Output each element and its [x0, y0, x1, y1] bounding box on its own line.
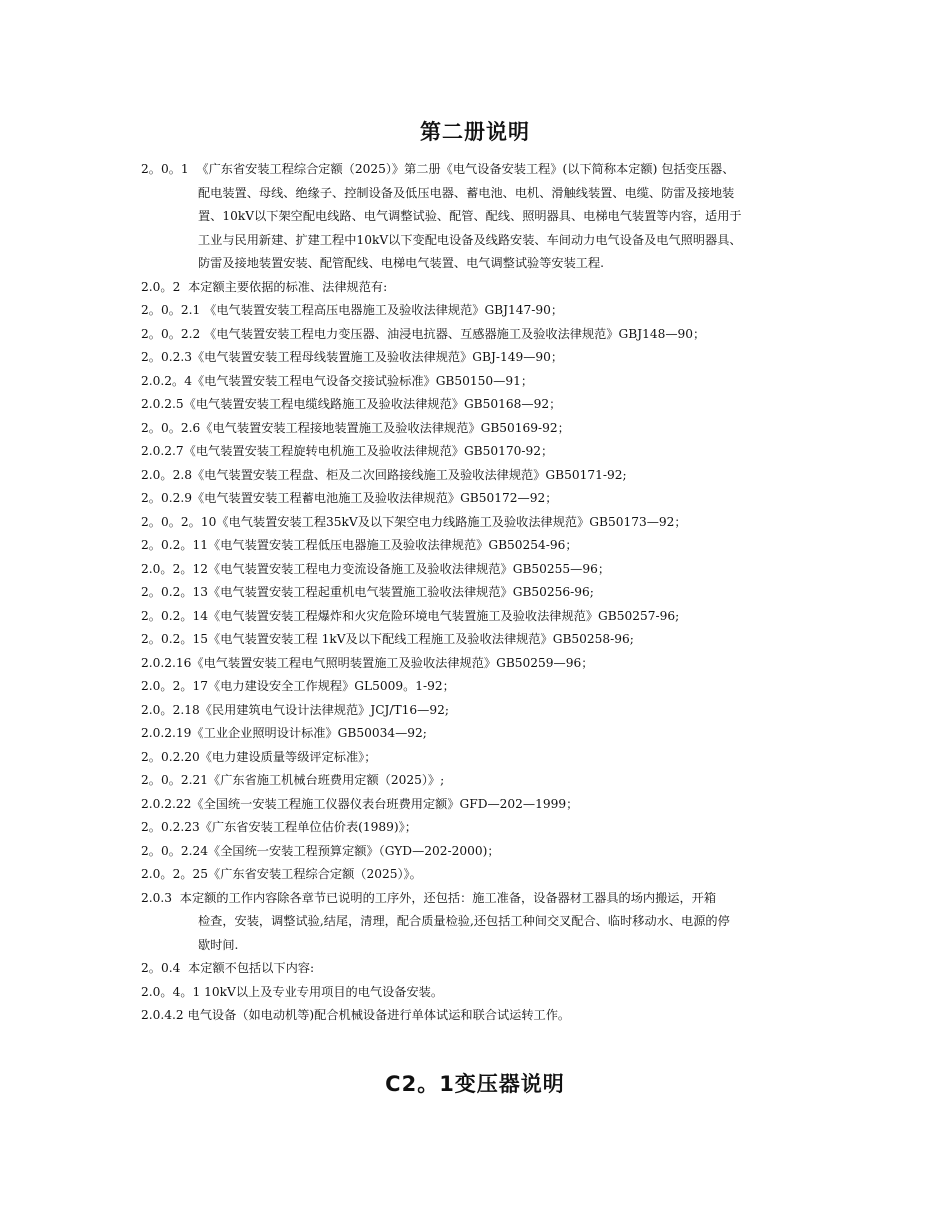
text-line: [141, 323, 831, 347]
clause-text: 2。0.2。13《电气装置安装工程起重机电气装置施工验收法律规范》GB50256-96;: [141, 585, 594, 599]
clause-text: 2。0。2.6《电气装置安装工程接地装置施工及验收法律规范》GB50169-92；: [141, 420, 570, 435]
clause-text: 配电装置、母线、绝缘子、控制设备及低压电器、蓄电池、电机、滑触线装置、电缆、防雷及接地装: [198, 185, 735, 200]
clause-text: 2.0。2。17《电力建设安全工作规程》GL5009。1-92；: [141, 679, 455, 693]
clause-text: 2。0.2.3《电气装置安装工程母线装置施工及验收法律规范》GBJ-149—90；: [141, 350, 564, 364]
clause-text: 2.0。4。1 10kV以上及专业专用项目的电气设备安装。: [141, 984, 444, 999]
paragraph: [141, 558, 831, 582]
text-line: [141, 746, 831, 770]
clause-text: 本定额主要依据的标准、法律规范有:: [188, 279, 388, 294]
text-line: [141, 393, 831, 417]
clause-text: 2.0.2.5《电气装置安装工程电缆线路施工及验收法律规范》GB50168—92；: [141, 397, 562, 411]
paragraph: [141, 370, 831, 394]
text-line: [141, 440, 831, 464]
text-line: [141, 299, 831, 323]
paragraph: [141, 769, 831, 793]
text-line: [141, 675, 831, 699]
paragraph: [141, 652, 831, 676]
paragraph: [141, 675, 831, 699]
text-line: [141, 464, 831, 488]
clause-text: 2.0.2.16《电气装置安装工程电气照明装置施工及验收法律规范》GB50259—96；: [141, 655, 594, 670]
text-line: [141, 581, 831, 605]
clause-text: 2。0。2.24《全国统一安装工程预算定额》（GYD—202-2000)；: [141, 843, 500, 858]
text-line: [141, 769, 831, 793]
paragraph: [141, 534, 831, 558]
text-line: [141, 793, 831, 817]
paragraph: [141, 746, 831, 770]
clause-text: 2。0.2.20《电力建设质量等级评定标准》；: [141, 749, 377, 764]
paragraph: [141, 323, 831, 347]
paragraph: [141, 158, 831, 276]
clause-text: 2.0.2.7《电气装置安装工程旋转电机施工及验收法律规范》GB50170-92；: [141, 444, 554, 458]
clause-text: 检查，安装，调整试验,结尾，清理，配合质量检验,还包括工种间交叉配合、临时移动水、电源的停: [198, 914, 730, 928]
clause-text: 2.0.4.2 电气设备（如电动机等)配合机械设备进行单体试运和联合试运转工作。: [141, 1008, 571, 1022]
paragraph: [141, 605, 831, 629]
clause-text: 《广东省安装工程综合定额（2025）》第二册《电气设备安装工程》(以下简称本定额) 包括变压器、: [196, 162, 735, 176]
clause-text: 2。0。2.2 《电气装置安装工程电力变压器、油浸电抗器、互感器施工及验收法律规范》GBJ148—90；: [141, 326, 706, 341]
text-line: [141, 605, 831, 629]
text-line: [141, 417, 831, 441]
text-line: [141, 1004, 831, 1028]
text-line: [141, 276, 831, 300]
clause-text: 2。0.2。15《电气装置安装工程 1kV及以下配线工程施工及验收法律规范》GB50258-96;: [141, 632, 634, 646]
paragraph: [141, 511, 831, 535]
paragraph: [141, 487, 831, 511]
text-line: [141, 840, 831, 864]
clause-text: 2。0.2。14《电气装置安装工程爆炸和火灾危险环境电气装置施工及验收法律规范》GB50257-96;: [141, 608, 680, 623]
clause-text: 2.0。2。12《电气装置安装工程电力变流设备施工及验收法律规范》GB50255—96；: [141, 561, 611, 576]
text-line: [141, 981, 831, 1005]
clause-text: 本定额的工作内容除各章节已说明的工序外，还包括：施工准备，设备器材工器具的场内搬运，开箱: [179, 890, 717, 905]
clause-text: 2.0.2。4《电气装置安装工程电气设备交接试验标准》GB50150—91；: [141, 373, 534, 388]
text-line: [141, 722, 831, 746]
clause-text: 2.0.2.19《工业企业照明设计标准》GB50034—92;: [141, 726, 427, 740]
clause-text: 2.0。2.8《电气装置安装工程盘、柜及二次回路接线施工及验收法律规范》GB50171-92;: [141, 467, 627, 482]
text-line: [141, 158, 831, 182]
text-line: [141, 370, 831, 394]
text-line: [141, 229, 831, 253]
paragraph: [141, 793, 831, 817]
paragraph: [141, 628, 831, 652]
clause-text: 置、10kV以下架空配电线路、电气调整试验、配管、配线、照明器具、电梯电气装置等内容，适用于: [198, 209, 742, 223]
paragraph: [141, 957, 831, 981]
text-line: [141, 816, 831, 840]
paragraph: [141, 863, 831, 887]
clause-text: 本定额不包括以下内容:: [188, 961, 315, 975]
clause-text: 2。0。2.21《广东省施工机械台班费用定额（2025）》;: [141, 773, 445, 787]
paragraph: [141, 276, 831, 300]
text-line: [141, 487, 831, 511]
paragraph: [141, 417, 831, 441]
clause-text: 歇时间.: [198, 937, 239, 952]
clause-text: 2。0.2.9《电气装置安装工程蓄电池施工及验收法律规范》GB50172—92；: [141, 491, 558, 505]
clause-number: 2。0.4: [141, 961, 181, 975]
text-line: [141, 182, 831, 206]
text-line: [141, 511, 831, 535]
clause-text: 2。0。2。10《电气装置安装工程35kV及以下架空电力线路施工及验收法律规范》GB50173—92；: [141, 514, 687, 529]
text-line: [141, 699, 831, 723]
clause-text: 防雷及接地装置安装、配管配线、电梯电气装置、电气调整试验等安装工程.: [198, 256, 605, 270]
paragraph: [141, 440, 831, 464]
paragraph: [141, 393, 831, 417]
text-line: [141, 534, 831, 558]
text-line: [141, 934, 831, 958]
clause-text: 2。0.2。11《电气装置安装工程低压电器施工及验收法律规范》GB50254-96；: [141, 538, 578, 552]
text-line: [141, 887, 831, 911]
paragraph: [141, 699, 831, 723]
text-line: [141, 252, 831, 276]
clause-number: 2.0.3: [141, 890, 173, 905]
clause-number: 2.0。2: [141, 279, 181, 294]
clause-text: 2.0。2。25《广东省安装工程综合定额（2025）》。: [141, 867, 422, 881]
text-line: [141, 346, 831, 370]
page-title: 第二册说明: [420, 120, 530, 144]
text-line: [141, 205, 831, 229]
text-line: [141, 957, 831, 981]
clause-text: 2.0。2.18《民用建筑电气设计法律规范》JCJ/T16—92;: [141, 702, 449, 717]
paragraph: [141, 464, 831, 488]
paragraph: [141, 299, 831, 323]
clause-number: 2。0。1: [141, 162, 189, 176]
text-line: [141, 558, 831, 582]
text-line: [141, 863, 831, 887]
clause-text: 2。0.2.23《广东省安装工程单位估价表(1989)》；: [141, 820, 417, 834]
paragraph: [141, 840, 831, 864]
paragraph: [141, 981, 831, 1005]
section-heading: C2。1变压器说明: [385, 1072, 565, 1096]
clause-text: 2。0。2.1 《电气装置安装工程高压电器施工及验收法律规范》GBJ147-90；: [141, 303, 564, 317]
paragraph: [141, 1004, 831, 1028]
paragraph: [141, 887, 831, 958]
paragraph: [141, 722, 831, 746]
clause-text: 2.0.2.22《全国统一安装工程施工仪器仪表台班费用定额》GFD—202—1999；: [141, 796, 579, 811]
text-line: [141, 910, 831, 934]
text-line: [141, 628, 831, 652]
paragraph: [141, 816, 831, 840]
document-body: [141, 158, 831, 1028]
clause-text: 工业与民用新建、扩建工程中10kV以下变配电设备及线路安装、车间动力电气设备及电气照明器具、: [198, 232, 742, 247]
text-line: [141, 652, 831, 676]
paragraph: [141, 346, 831, 370]
paragraph: [141, 581, 831, 605]
